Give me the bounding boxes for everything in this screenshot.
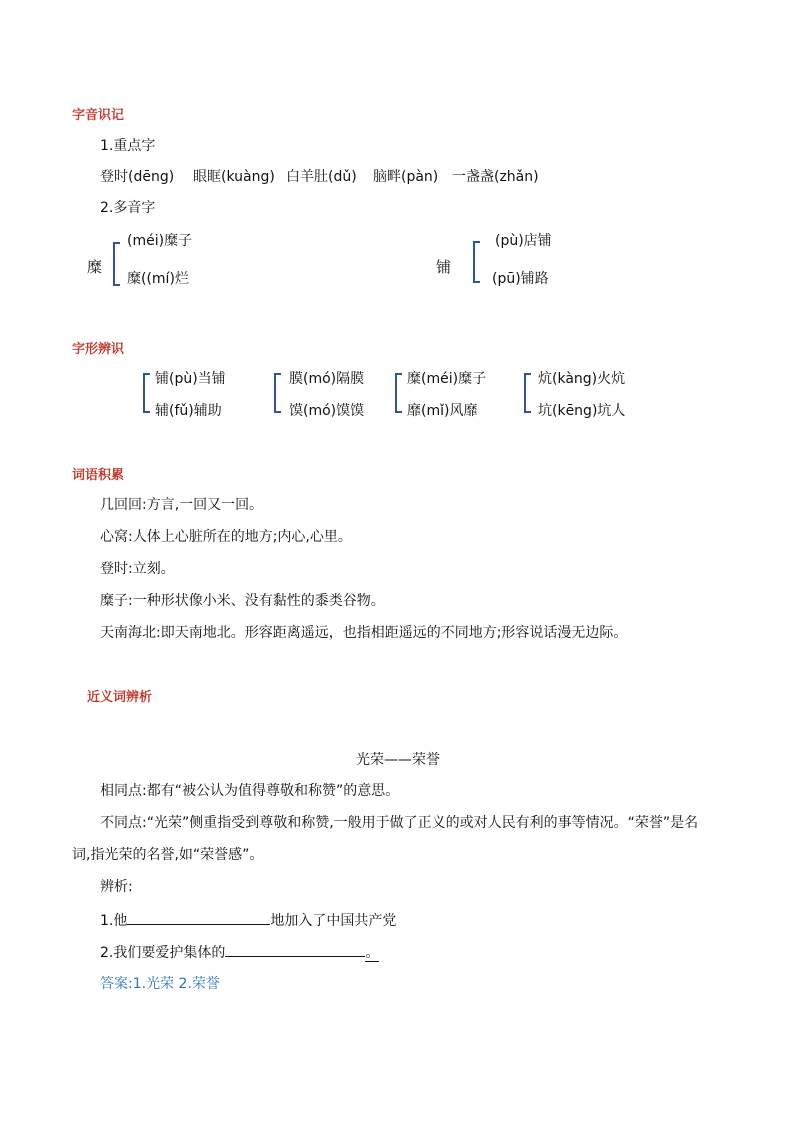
poly-reading-2b: (pū)铺路 (492, 271, 549, 287)
poly-reading-2a: (pù)店铺 (495, 233, 552, 249)
q2-blank[interactable] (225, 942, 365, 957)
key-char-1: 登时(dēng) (100, 169, 175, 185)
synonym-diff-line-2: 词,指光荣的名誉,如“荣誉感”。 (72, 847, 264, 863)
section-heading-shape: 字形辨识 (72, 342, 125, 357)
vocab-item-3: 登时:立刻。 (100, 561, 175, 577)
shape-bracket-4 (524, 373, 531, 413)
vocab-item-5: 天南海北:即天南地北。形容距离遥远，也指相距遥远的不同地方;形容说话漫无边际。 (100, 625, 628, 641)
key-char-4: 脑畔(pàn) (373, 169, 439, 185)
poly-bracket-2 (473, 241, 480, 283)
exercise-question-2 (100, 942, 379, 962)
shape-bracket-2 (274, 373, 281, 413)
section-heading-synonyms: 近义词辨析 (87, 690, 153, 705)
poly-char-mei: 糜 (87, 258, 103, 276)
shape-bracket-3 (395, 373, 402, 413)
poly-bracket-1 (113, 242, 120, 286)
analysis-label: 辨析: (100, 879, 133, 895)
vocab-item-1: 几回回:方言,一回又一回。 (100, 497, 264, 513)
shape-4b: 坑(kēng)坑人 (538, 403, 626, 419)
section-heading-vocab: 词语积累 (72, 468, 125, 483)
shape-2b: 馍(mó)馍馍 (289, 403, 365, 419)
subheading-key-chars: 1.重点字 (100, 138, 156, 154)
key-char-2: 眼眶(kuàng) (193, 169, 275, 185)
q2-suffix: 。 (365, 945, 380, 961)
key-char-5: 一盏盏(zhǎn) (452, 169, 539, 185)
q1-suffix: 地加入了中国共产党 (270, 913, 397, 929)
shape-bracket-1 (143, 373, 150, 413)
poly-char-pu: 铺 (436, 258, 452, 276)
vocab-item-2: 心窝:人体上心脏所在的地方;内心,心里。 (100, 529, 352, 545)
shape-1b: 辅(fǔ)辅助 (155, 403, 222, 419)
poly-reading-1b: 糜((mí)烂 (127, 271, 189, 287)
section-heading-pronunciation: 字音识记 (72, 108, 125, 123)
q1-prefix: 1.他 (100, 913, 128, 929)
key-char-3: 白羊肚(dǔ) (286, 169, 357, 185)
poly-reading-1a: (méi)糜子 (127, 233, 193, 249)
shape-2a: 膜(mó)隔膜 (289, 371, 365, 387)
q1-blank[interactable] (127, 910, 270, 925)
subheading-polyphonic: 2.多音字 (100, 200, 156, 216)
synonym-diff-line-1: 不同点:“光荣”侧重指受到尊敬和称赞,一般用于做了正义的或对人民有利的事等情况。“荣誉”是名 (100, 815, 699, 831)
shape-3b: 靡(mǐ)风靡 (407, 403, 478, 419)
synonym-pair-title: 光荣——荣誉 (356, 752, 440, 768)
synonym-same-point: 相同点:都有“被公认为值得尊敬和称赞”的意思。 (100, 783, 400, 799)
vocab-item-4: 糜子:一种形状像小米、没有黏性的黍类谷物。 (100, 593, 385, 609)
shape-4a: 炕(kàng)火炕 (538, 371, 626, 387)
shape-1a: 铺(pù)当铺 (155, 371, 226, 387)
q2-prefix: 2.我们要爱护集体的 (100, 945, 226, 961)
exercise-question-1 (100, 910, 396, 930)
answer-key: 答案:1.光荣 2.荣誉 (100, 976, 220, 992)
shape-3a: 糜(méi)糜子 (407, 371, 487, 387)
